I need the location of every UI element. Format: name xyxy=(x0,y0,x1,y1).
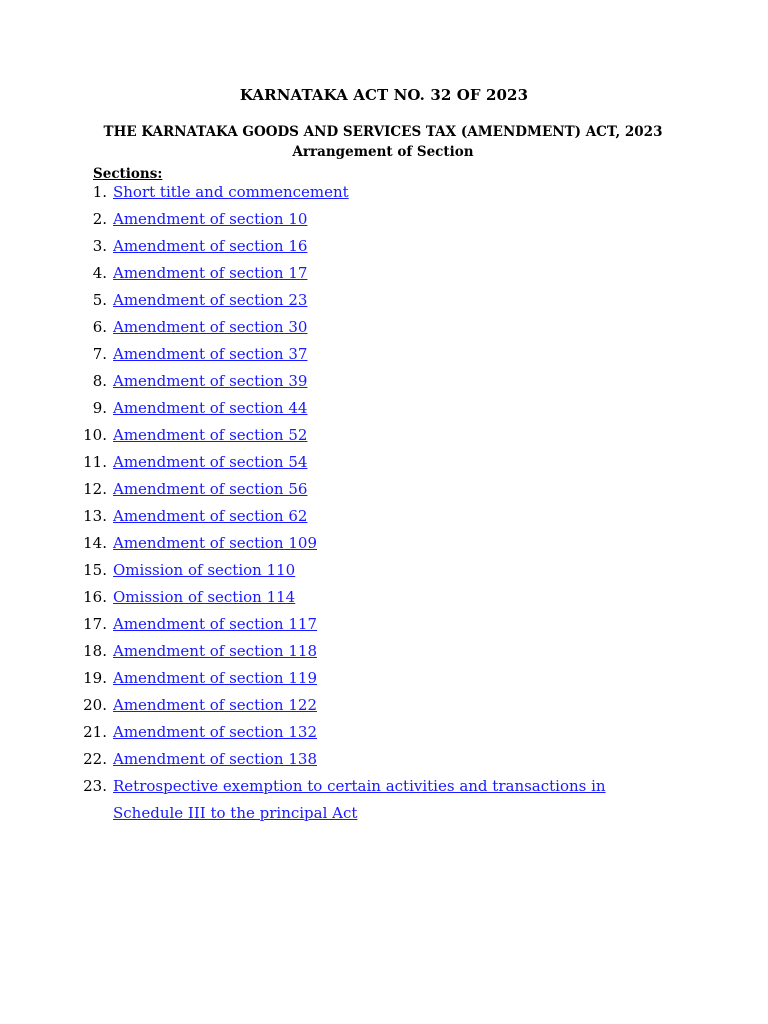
toc-link[interactable]: Amendment of section 23 xyxy=(113,291,308,309)
toc-item xyxy=(0,533,768,560)
toc-item-number: 20. xyxy=(83,696,107,714)
toc-link[interactable]: Amendment of section 54 xyxy=(113,453,308,471)
toc-link[interactable]: Amendment of section 138 xyxy=(113,750,317,768)
toc-item xyxy=(0,344,768,371)
toc-item xyxy=(0,290,768,317)
toc-item-number: 17. xyxy=(83,615,107,633)
arrangement-heading: Arrangement of Section xyxy=(292,144,474,160)
toc-link[interactable]: Amendment of section 17 xyxy=(113,264,308,282)
toc-item xyxy=(0,425,768,452)
toc-item xyxy=(0,695,768,722)
toc-item-number: 4. xyxy=(92,264,107,282)
toc-item xyxy=(0,722,768,749)
toc-link[interactable]: Amendment of section 132 xyxy=(113,723,317,741)
toc-item-number: 6. xyxy=(92,318,107,336)
toc-item xyxy=(0,452,768,479)
toc-link[interactable]: Amendment of section 37 xyxy=(113,345,308,363)
toc-item xyxy=(0,209,768,236)
toc-item-number: 14. xyxy=(83,534,107,552)
toc-item-number: 10. xyxy=(83,426,107,444)
toc-item-number: 1. xyxy=(92,183,107,201)
toc-item xyxy=(0,398,768,425)
toc-link[interactable]: Omission of section 110 xyxy=(113,561,296,579)
sections-label: Sections: xyxy=(93,166,163,182)
toc-item xyxy=(0,776,768,822)
toc-link[interactable]: Amendment of section 10 xyxy=(113,210,308,228)
toc-link[interactable] xyxy=(113,776,606,823)
toc-item xyxy=(0,614,768,641)
toc-item xyxy=(0,479,768,506)
toc-link-line-2[interactable]: Schedule III to the principal Act xyxy=(113,804,358,822)
toc-item-number: 22. xyxy=(83,750,107,768)
toc-link[interactable]: Amendment of section 122 xyxy=(113,696,317,714)
act-title: KARNATAKA ACT NO. 32 OF 2023 xyxy=(239,86,529,104)
toc-link[interactable]: Amendment of section 44 xyxy=(113,399,308,417)
toc-item-number: 21. xyxy=(83,723,107,741)
toc-item-number: 18. xyxy=(83,642,107,660)
toc-item-number: 23. xyxy=(83,777,107,795)
act-subtitle: THE KARNATAKA GOODS AND SERVICES TAX (AMENDMENT) ACT, 2023 xyxy=(103,124,663,140)
toc-link[interactable]: Amendment of section 16 xyxy=(113,237,308,255)
toc-link[interactable]: Short title and commencement xyxy=(113,183,349,201)
toc-link[interactable]: Amendment of section 62 xyxy=(113,507,308,525)
toc-item xyxy=(0,371,768,398)
toc-item-number: 9. xyxy=(92,399,107,417)
toc-item-number: 8. xyxy=(92,372,107,390)
table-of-contents xyxy=(0,182,768,822)
toc-link[interactable]: Amendment of section 109 xyxy=(113,534,317,552)
toc-item-number: 15. xyxy=(83,561,107,579)
toc-item xyxy=(0,317,768,344)
toc-item-number: 13. xyxy=(83,507,107,525)
toc-item xyxy=(0,668,768,695)
toc-item-number: 12. xyxy=(83,480,107,498)
toc-link[interactable]: Amendment of section 118 xyxy=(113,642,317,660)
toc-item xyxy=(0,560,768,587)
toc-item-number: 3. xyxy=(92,237,107,255)
toc-item xyxy=(0,749,768,776)
toc-item-number: 11. xyxy=(83,453,107,471)
toc-item-number: 19. xyxy=(83,669,107,687)
toc-item-number: 7. xyxy=(92,345,107,363)
toc-item xyxy=(0,182,768,209)
toc-item xyxy=(0,506,768,533)
toc-item-number: 2. xyxy=(92,210,107,228)
toc-link[interactable]: Omission of section 114 xyxy=(113,588,296,606)
toc-link[interactable]: Amendment of section 52 xyxy=(113,426,308,444)
toc-item xyxy=(0,263,768,290)
toc-item xyxy=(0,641,768,668)
toc-link[interactable]: Amendment of section 117 xyxy=(113,615,317,633)
toc-link[interactable]: Amendment of section 119 xyxy=(113,669,317,687)
toc-link[interactable]: Amendment of section 30 xyxy=(113,318,308,336)
toc-item-number: 16. xyxy=(83,588,107,606)
toc-item xyxy=(0,236,768,263)
toc-item xyxy=(0,587,768,614)
toc-link[interactable]: Amendment of section 56 xyxy=(113,480,308,498)
toc-link-line-1[interactable]: Retrospective exemption to certain activities and transactions in xyxy=(113,777,606,795)
toc-item-number: 5. xyxy=(92,291,107,309)
toc-link[interactable]: Amendment of section 39 xyxy=(113,372,308,390)
